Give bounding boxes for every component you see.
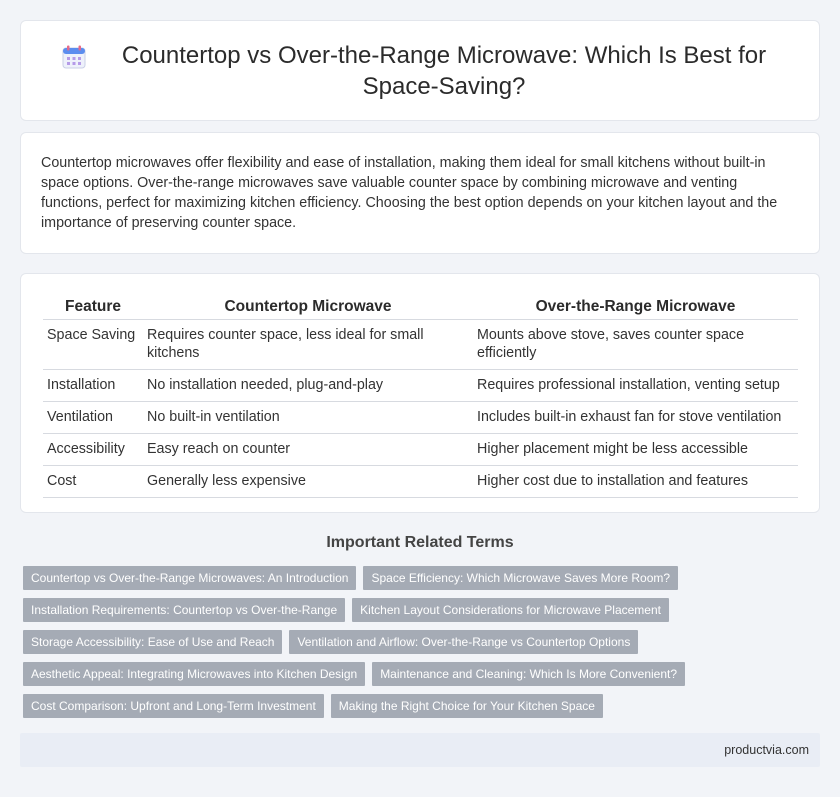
calendar-icon	[61, 44, 87, 70]
header-over-the-range: Over-the-Range Microwave	[473, 294, 798, 320]
countertop-cell: No installation needed, plug-and-play	[143, 370, 473, 402]
related-tags	[23, 566, 823, 726]
footer	[20, 733, 820, 767]
table-row	[43, 434, 798, 466]
comparison-card	[20, 273, 820, 513]
related-tag-link[interactable]: Cost Comparison: Upfront and Long-Term Investment	[23, 694, 324, 718]
table-header-row	[43, 294, 798, 320]
related-tag-link[interactable]: Aesthetic Appeal: Integrating Microwaves into Kitchen Design	[23, 662, 365, 686]
table-row	[43, 320, 798, 370]
site-link[interactable]: productvia.com	[724, 743, 809, 757]
over-the-range-cell: Requires professional installation, venting setup	[473, 370, 798, 402]
feature-cell: Accessibility	[43, 434, 143, 466]
title-card	[20, 20, 820, 121]
related-tag-link[interactable]: Space Efficiency: Which Microwave Saves More Room?	[363, 566, 678, 590]
feature-cell: Ventilation	[43, 402, 143, 434]
related-tag-link[interactable]: Making the Right Choice for Your Kitchen Space	[331, 694, 603, 718]
related-tag-link[interactable]: Storage Accessibility: Ease of Use and Reach	[23, 630, 282, 654]
header-countertop: Countertop Microwave	[143, 294, 473, 320]
header-feature: Feature	[43, 294, 143, 320]
countertop-cell: Easy reach on counter	[143, 434, 473, 466]
feature-cell: Installation	[43, 370, 143, 402]
related-tag-link[interactable]: Maintenance and Cleaning: Which Is More Convenient?	[372, 662, 685, 686]
over-the-range-cell: Includes built-in exhaust fan for stove ventilation	[473, 402, 798, 434]
related-tag-link[interactable]: Countertop vs Over-the-Range Microwaves: An Introduction	[23, 566, 356, 590]
feature-cell: Cost	[43, 466, 143, 498]
table-row	[43, 370, 798, 402]
table-row	[43, 466, 798, 498]
page-title: Countertop vs Over-the-Range Microwave: Which Is Best for Space-Saving?	[121, 41, 767, 100]
related-tag-link[interactable]: Kitchen Layout Considerations for Microwave Placement	[352, 598, 669, 622]
related-terms-heading: Important Related Terms	[326, 534, 514, 551]
related-tag-link[interactable]: Ventilation and Airflow: Over-the-Range vs Countertop Options	[289, 630, 638, 654]
table-row	[43, 402, 798, 434]
countertop-cell: No built-in ventilation	[143, 402, 473, 434]
intro-paragraph: Countertop microwaves offer flexibility and ease of installation, making them ideal for small kitchens without built-in space options. Over-the-range microwaves save valuable counter space by combining microwave and venting functions, perfect for maximizing kitchen efficiency. Choosing the best option depends on your kitchen layout and the importance of preserving counter space.	[41, 155, 778, 231]
comparison-table	[43, 294, 798, 498]
feature-cell: Space Saving	[43, 320, 143, 370]
over-the-range-cell: Mounts above stove, saves counter space efficiently	[473, 320, 798, 370]
countertop-cell: Requires counter space, less ideal for small kitchens	[143, 320, 473, 370]
related-tag-link[interactable]: Installation Requirements: Countertop vs Over-the-Range	[23, 598, 345, 622]
over-the-range-cell: Higher placement might be less accessible	[473, 434, 798, 466]
intro-card	[20, 132, 820, 254]
countertop-cell: Generally less expensive	[143, 466, 473, 498]
title-wrap	[21, 21, 819, 120]
over-the-range-cell: Higher cost due to installation and features	[473, 466, 798, 498]
